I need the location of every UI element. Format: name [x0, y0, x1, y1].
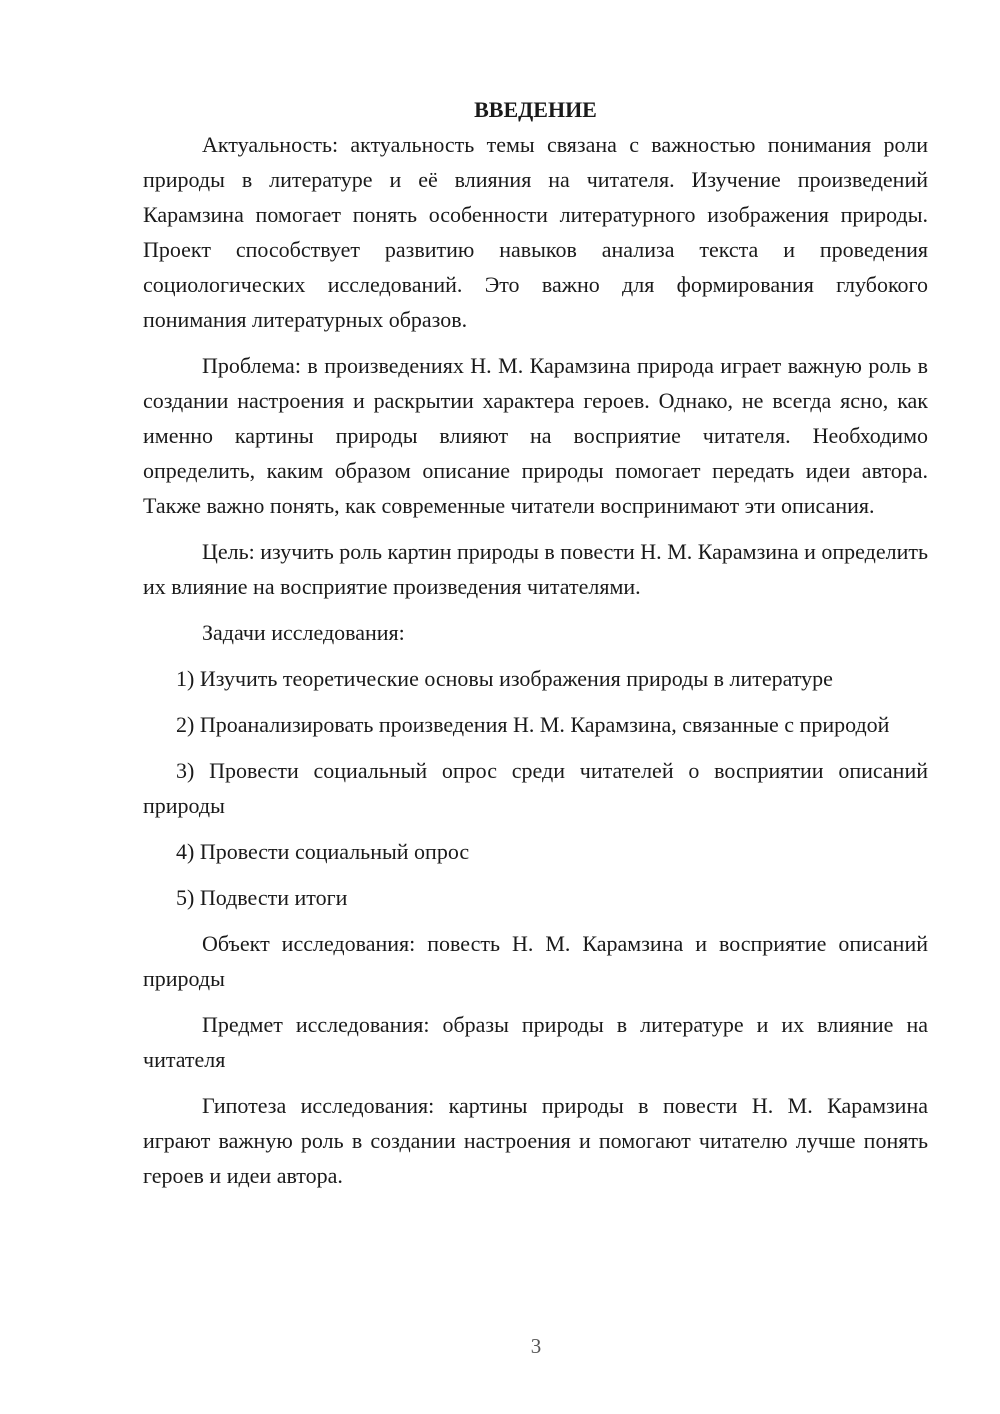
- paragraph-subject: Предмет исследования: образы природы в литературе и их влияние на читателя: [143, 1012, 928, 1072]
- paragraph-object: Объект исследования: повесть Н. М. Карамзина и восприятие описаний природы: [143, 931, 928, 991]
- paragraph-relevance: Актуальность: актуальность темы связана с важностью понимания роли природы в литературе и её влияния на читателя. Изучение произведений Карамзина помогает понять особенности литературного изображения природы. Проект способствует развитию навыков анализа текста и проведения социологических исследований. Это важно для формирования глубокого понимания литературных образов.: [143, 132, 928, 332]
- paragraph-tasks-heading: Задачи исследования:: [202, 620, 405, 645]
- task-item-1: 1) Изучить теоретические основы изображения природы в литературе: [176, 666, 833, 691]
- task-item-5: 5) Подвести итоги: [176, 885, 348, 910]
- page-number: 3: [530, 1334, 542, 1358]
- paragraph-hypothesis: Гипотеза исследования: картины природы в повести Н. М. Карамзина играют важную роль в создании настроения и помогают читателю лучше понять героев и идеи автора.: [143, 1093, 928, 1188]
- page-title: ВВЕДЕНИЕ: [474, 97, 597, 122]
- task-item-2: 2) Проанализировать произведения Н. М. Карамзина, связанные с природой: [176, 712, 890, 737]
- document-page: [143, 92, 928, 1193]
- task-item-3: 3) Провести социальный опрос среди читателей о восприятии описаний природы: [143, 758, 928, 818]
- paragraph-problem: Проблема: в произведениях Н. М. Карамзина природа играет важную роль в создании настроения и раскрытии характера героев. Однако, не всегда ясно, как именно картины природы влияют на восприятие читателя. Необходимо определить, каким образом описание природы помогает передать идеи автора. Также важно понять, как современные читатели воспринимают эти описания.: [143, 353, 928, 518]
- title-block: [143, 92, 928, 127]
- paragraph-goal: Цель: изучить роль картин природы в повести Н. М. Карамзина и определить их влияние на восприятие произведения читателями.: [143, 539, 928, 599]
- task-item-4: 4) Провести социальный опрос: [176, 839, 470, 864]
